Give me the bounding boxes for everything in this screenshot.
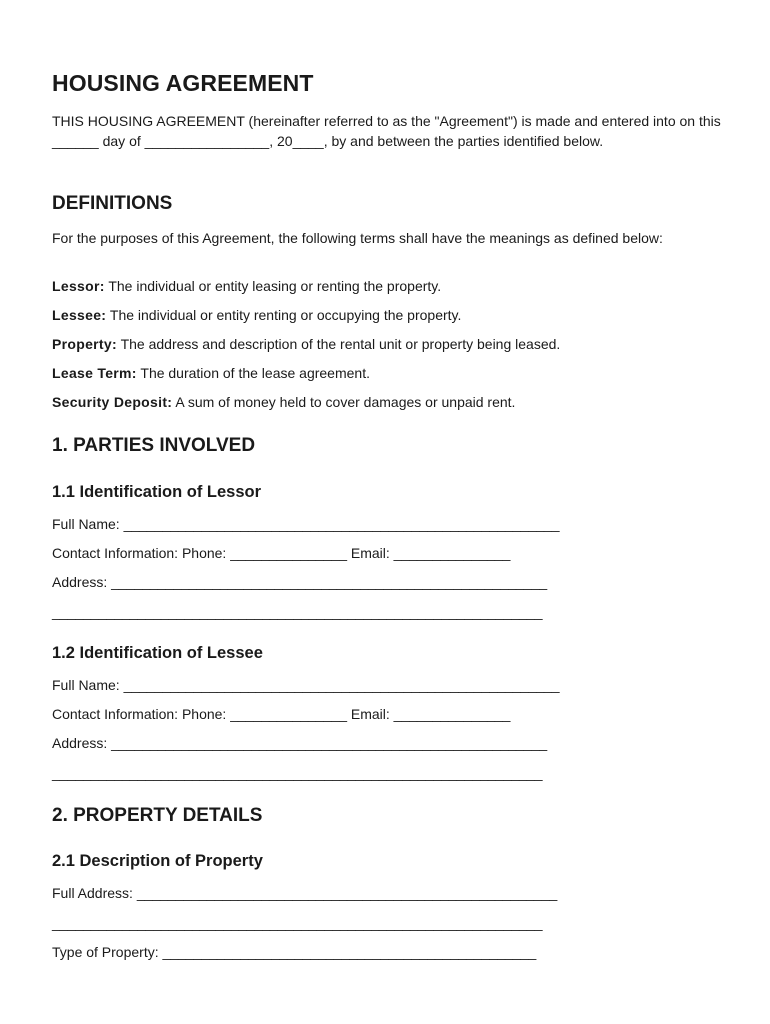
lessee-heading: 1.2 Identification of Lessee [52, 644, 263, 662]
definition-text: The individual or entity leasing or renting the property. [104, 278, 442, 294]
definitions-intro: For the purposes of this Agreement, the following terms shall have the meanings as defined below: [52, 230, 663, 246]
definition-text: A sum of money held to cover damages or unpaid rent. [172, 394, 516, 410]
type-of-property-field[interactable]: Type of Property: ________________________________________________ [52, 944, 537, 960]
definitions-heading: DEFINITIONS [52, 193, 173, 214]
definition-term: Lease Term: [52, 365, 137, 381]
intro-paragraph: THIS HOUSING AGREEMENT (hereinafter referred to as the "Agreement") is made and entered into on this ______ day of ________________, 20____, by and between the parties identified below. [52, 113, 721, 149]
definition-lessor [52, 277, 441, 296]
section1-heading: 1. PARTIES INVOLVED [52, 435, 256, 456]
property-description-heading: 2.1 Description of Property [52, 852, 263, 870]
definition-term: Security Deposit: [52, 394, 173, 410]
lessee-address-field[interactable]: Address: ________________________________________________________ [52, 735, 548, 751]
lessor-address-field[interactable]: Address: ________________________________________________________ [52, 574, 548, 590]
lessor-full-name-field[interactable]: Full Name: ________________________________________________________ [52, 516, 560, 532]
definition-security-deposit [52, 393, 515, 412]
document-title: HOUSING AGREEMENT [52, 70, 314, 96]
lessee-full-name-field[interactable]: Full Name: ________________________________________________________ [52, 677, 560, 693]
section2-heading: 2. PROPERTY DETAILS [52, 805, 263, 826]
definition-lease-term [52, 364, 370, 383]
definition-term: Lessor: [52, 278, 105, 294]
lessee-address-continued-field[interactable]: _______________________________________________________________ [52, 765, 543, 781]
definition-text: The individual or entity renting or occupying the property. [106, 307, 462, 323]
lessor-address-continued-field[interactable]: _______________________________________________________________ [52, 604, 543, 620]
full-address-field[interactable]: Full Address: ______________________________________________________ [52, 885, 558, 901]
definition-text: The address and description of the rental unit or property being leased. [116, 336, 561, 352]
definition-term: Lessee: [52, 307, 107, 323]
definition-term: Property: [52, 336, 117, 352]
definition-text: The duration of the lease agreement. [136, 365, 370, 381]
lessor-heading: 1.1 Identification of Lessor [52, 483, 262, 501]
lessor-contact-field[interactable]: Contact Information: Phone: _______________ Email: _______________ [52, 545, 511, 561]
definition-lessee [52, 306, 461, 325]
lessee-contact-field[interactable]: Contact Information: Phone: _______________ Email: _______________ [52, 706, 511, 722]
definition-property [52, 335, 560, 354]
full-address-continued-field[interactable]: _______________________________________________________________ [52, 915, 543, 931]
